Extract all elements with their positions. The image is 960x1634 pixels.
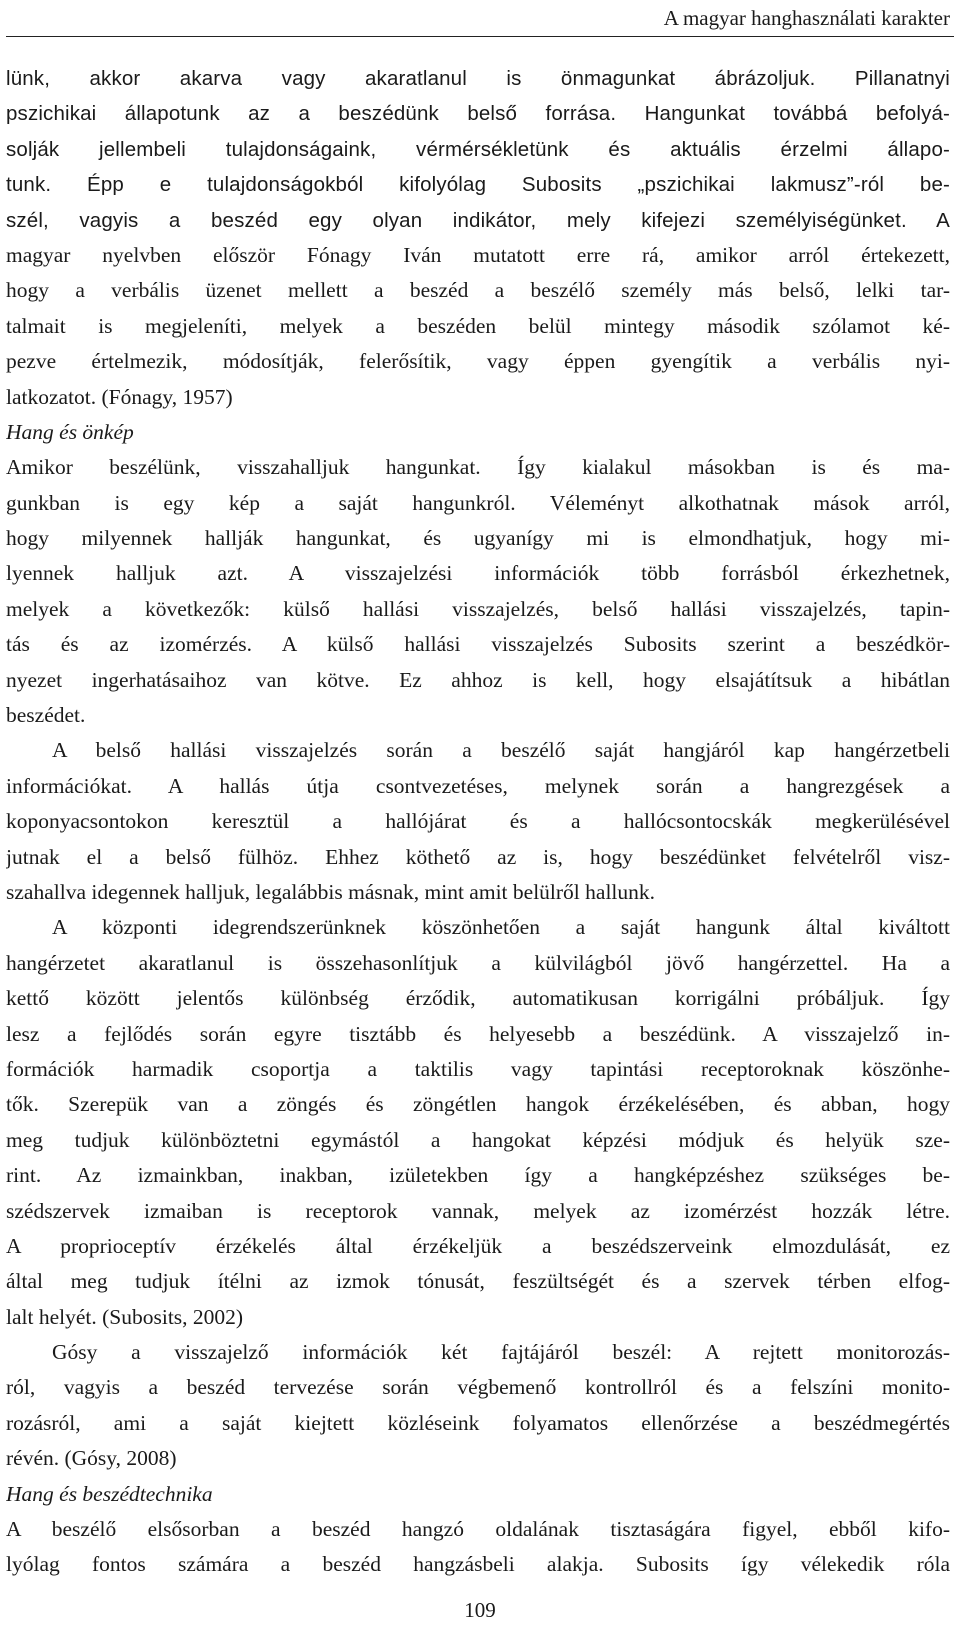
- text-line: információkat. A hallás útja csontvezetéses, melynek során a hangrezgések a: [6, 773, 950, 798]
- text-line: solják jellembeli tulajdonságaink, vérmérsékletünk és aktuális érzelmi állapo-: [6, 137, 950, 161]
- text-line: jutnak el a belső fülhöz. Ehhez köthető az is, hogy beszédünket felvételről visz-: [6, 844, 950, 869]
- text-line: rint. Az izmainkban, inakban, izületekben így a hangképzéshez szükséges be-: [6, 1163, 950, 1188]
- text-line: melyek a következők: külső hallási visszajelzés, belső hallási visszajelzés, tapin-: [6, 596, 950, 621]
- text-line: magyar nyelvben először Fónagy Iván mutatott erre rá, amikor arról értekezett,: [6, 242, 950, 267]
- text-line: tunk. Épp e tulajdonságokból kifolyólag Subosits „pszichikai lakmusz”-ról be-: [6, 173, 950, 197]
- text-line: szédszervek izmaiban is receptorok vannak, melyek az izomérzést hozzák létre.: [6, 1198, 950, 1223]
- text-line: ról, vagyis a beszéd tervezése során végbemenő kontrollról és a felszíni monito-: [6, 1375, 950, 1400]
- text-line: formációk harmadik csoportja a taktilis vagy tapintási receptoroknak köszönhe-: [6, 1056, 950, 1081]
- text-line: révén. (Gósy, 2008): [6, 1446, 177, 1471]
- text-line: A központi idegrendszerünknek köszönhetően a saját hangunk által kiváltott: [52, 915, 950, 940]
- text-line: Amikor beszélünk, visszahalljuk hangunkat. Így kialakul másokban is és ma-: [6, 455, 950, 480]
- text-line: szahallva idegennek halljuk, legalábbis másnak, mint amit belülről hallunk.: [6, 879, 656, 904]
- text-line: lünk, akkor akarva vagy akaratlanul is önmagunkat ábrázoljuk. Pillanatnyi: [6, 67, 950, 90]
- text-line: pezve értelmezik, módosítják, felerősítik, vagy éppen gyengítik a verbális nyi-: [6, 349, 950, 374]
- text-line: hogy milyennek hallják hangunkat, és ugyanígy mi is elmondhatjuk, hogy mi-: [6, 526, 950, 551]
- text-line: pszichikai állapotunk az a beszédünk belső forrása. Hangunkat továbbá befolyá-: [6, 102, 950, 126]
- text-line: koponyacsontokon keresztül a hallójárat és a hallócsontocskák megkerülésével: [6, 809, 950, 834]
- text-line: rozásról, ami a saját kiejtett közléseink folyamatos ellenőrzése a beszédmegértés: [6, 1410, 950, 1435]
- text-line: latkozatot. (Fónagy, 1957): [6, 384, 233, 409]
- text-line: szél, vagyis a beszéd egy olyan indikátor, mely kifejezi személyiségünket. A: [6, 208, 950, 232]
- section-heading: Hang és önkép: [6, 419, 134, 444]
- text-line: kettő között jelentős különbség érződik, automatikusan korrigálni próbáljuk. Így: [6, 986, 950, 1011]
- text-line: hangérzetet akaratlanul is összehasonlítjuk a külvilágból jövő hangérzettel. Ha a: [6, 950, 950, 975]
- text-line: A beszélő elsősorban a beszéd hangzó oldalának tisztaságára figyel, ebből kifo-: [6, 1517, 950, 1542]
- text-line: A proprioceptív érzékelés által érzékeljük a beszédszerveink elmozdulását, ez: [6, 1233, 950, 1258]
- text-line: hogy a verbális üzenet mellett a beszéd a beszélő személy más belső, lelki tar-: [6, 278, 950, 303]
- text-line: által meg tudjuk ítélni az izmok tónusát, feszültségét és a szervek térben elfog-: [6, 1269, 950, 1294]
- page-number: 109: [464, 1598, 496, 1622]
- text-line: lesz a fejlődés során egyre tisztább és helyesebb a beszédünk. A visszajelző in-: [6, 1021, 950, 1046]
- body-text: [6, 61, 950, 1583]
- text-line: lyennek halljuk azt. A visszajelzési információk több forrásból érkezhetnek,: [6, 561, 950, 586]
- section-heading: Hang és beszédtechnika: [6, 1481, 213, 1506]
- text-line: beszédet.: [6, 703, 86, 728]
- text-line: talmait is megjeleníti, melyek a beszéden belül mintegy második szólamot ké-: [6, 313, 950, 338]
- text-line: nyezet ingerhatásaihoz van kötve. Ez ahhoz is kell, hogy elsajátítsuk a hibátlan: [6, 667, 950, 692]
- text-line: A belső hallási visszajelzés során a beszélő saját hangjáról kap hangérzetbeli: [52, 738, 950, 763]
- text-line: meg tudjuk különböztetni egymástól a hangokat képzési módjuk és helyük sze-: [6, 1127, 950, 1152]
- text-line: tők. Szerepük van a zöngés és zöngétlen hangok érzékelésében, és abban, hogy: [6, 1092, 950, 1117]
- text-line: gunkban is egy kép a saját hangunkról. Véleményt alkothatnak mások arról,: [6, 490, 950, 515]
- text-line: Gósy a visszajelző információk két fajtájáról beszél: A rejtett monitorozás-: [52, 1340, 950, 1365]
- text-line: lyólag fontos számára a beszéd hangzásbeli alakja. Subosits így vélekedik róla: [6, 1552, 950, 1577]
- text-line: lalt helyét. (Subosits, 2002): [6, 1304, 244, 1329]
- header-rule: [6, 36, 954, 37]
- text-line: tás és az izomérzés. A külső hallási visszajelzés Subosits szerint a beszédkör-: [6, 632, 950, 657]
- running-header: A magyar hanghasználati karakter: [663, 6, 950, 30]
